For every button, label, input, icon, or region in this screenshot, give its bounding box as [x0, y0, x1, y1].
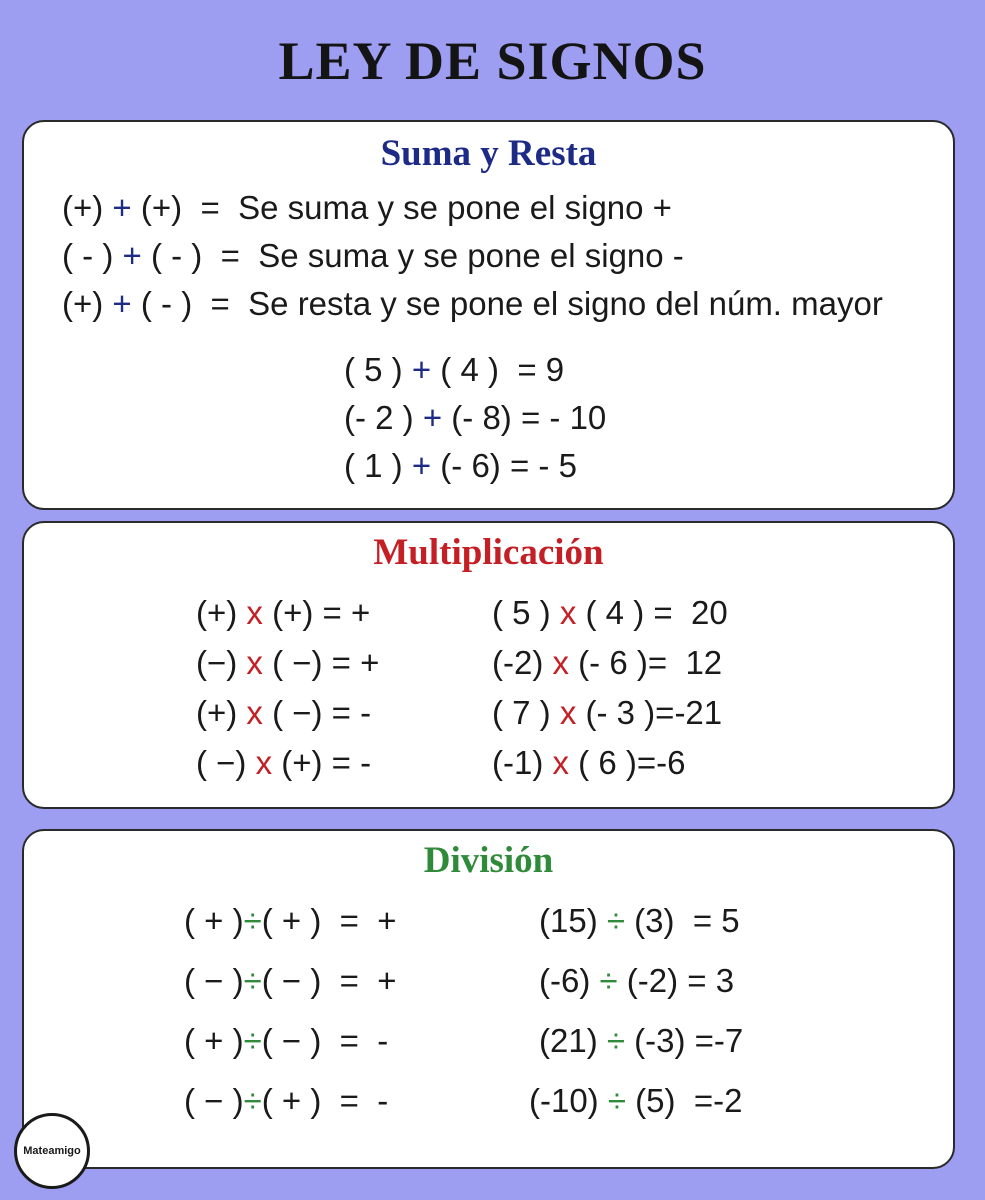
- example-operand-a: (-2): [492, 644, 544, 681]
- mateamigo-logo: Mateamigo: [14, 1113, 90, 1189]
- mult-example-row: [492, 593, 728, 633]
- divide-operator: ÷: [243, 1082, 262, 1119]
- rule-sign-b-result: ( + ) = -: [261, 1082, 389, 1119]
- equals-sign: =: [210, 285, 230, 322]
- rule-sign-a: ( −): [196, 744, 247, 781]
- suma-example-row: [344, 350, 564, 390]
- divide-operator: ÷: [606, 1022, 625, 1059]
- rule-sign-a: (+): [62, 189, 104, 226]
- times-operator: x: [246, 644, 263, 681]
- rule-sign-b-result: ( + ) = +: [261, 902, 397, 939]
- example-operand-b: (- 6): [440, 447, 501, 484]
- rule-sign-a: ( − ): [184, 1082, 244, 1119]
- times-operator: x: [552, 744, 569, 781]
- rule-sign-b: ( - ): [150, 237, 203, 274]
- div-example-row: [529, 1081, 742, 1121]
- example-operand-a: (-1): [492, 744, 544, 781]
- example-operand-a: (21): [539, 1022, 598, 1059]
- plus-operator: +: [422, 399, 443, 436]
- rule-text: Se suma y se pone el signo -: [258, 237, 684, 274]
- multiplicacion-title: Multiplicación: [373, 532, 604, 573]
- equals-sign: =: [220, 237, 240, 274]
- div-example-row: [539, 1021, 743, 1061]
- example-operand-b-result: ( 4 ) = 20: [585, 594, 728, 631]
- example-operand-b-result: (-2) = 3: [626, 962, 735, 999]
- times-operator: x: [559, 694, 577, 731]
- rule-sign-a: ( − ): [184, 962, 244, 999]
- suma-example-row: [344, 446, 577, 486]
- times-operator: x: [552, 644, 569, 681]
- example-operand-a: (15): [539, 902, 598, 939]
- times-operator: x: [255, 744, 273, 781]
- div-rule-row: [184, 1081, 388, 1121]
- example-operand-a: ( 1 ): [344, 447, 403, 484]
- plus-operator: +: [122, 237, 142, 274]
- suma-rule-row: [62, 188, 672, 228]
- example-operand-b-result: ( 6 )=-6: [578, 744, 686, 781]
- rule-sign-a: (−): [196, 644, 238, 681]
- example-result: = - 10: [520, 399, 607, 436]
- mult-example-row: [492, 643, 722, 683]
- example-operand-a: ( 5 ): [492, 594, 551, 631]
- divide-operator: ÷: [606, 902, 625, 939]
- example-operand-a: (-6): [539, 962, 591, 999]
- div-rule-row: [184, 901, 397, 941]
- example-result: = 9: [517, 351, 565, 388]
- example-operand-b-result: (5) =-2: [635, 1082, 743, 1119]
- divide-operator: ÷: [243, 962, 262, 999]
- mult-rule-row: [196, 643, 379, 683]
- division-card: [22, 829, 955, 1169]
- example-operand-b-result: (- 3 )=-21: [585, 694, 723, 731]
- equals-sign: =: [200, 189, 220, 226]
- example-result: = - 5: [509, 447, 577, 484]
- rule-sign-b-result: (+) = +: [272, 594, 371, 631]
- plus-operator: +: [112, 189, 132, 226]
- div-example-row: [539, 901, 740, 941]
- rule-sign-b-result: ( −) = +: [272, 644, 380, 681]
- divide-operator: ÷: [243, 902, 262, 939]
- example-operand-a: ( 7 ): [492, 694, 551, 731]
- rule-sign-b: ( - ): [140, 285, 193, 322]
- plus-operator: +: [411, 351, 432, 388]
- rule-text: Se resta y se pone el signo del núm. mayor: [248, 285, 883, 322]
- rule-sign-b: (+): [140, 189, 183, 226]
- division-title: División: [423, 840, 554, 881]
- div-example-row: [539, 961, 734, 1001]
- times-operator: x: [559, 594, 577, 631]
- times-operator: x: [246, 694, 263, 731]
- plus-operator: +: [411, 447, 432, 484]
- rule-sign-b-result: ( − ) = +: [261, 962, 397, 999]
- rule-sign-a: (+): [196, 594, 238, 631]
- example-operand-a: (-10): [529, 1082, 599, 1119]
- plus-operator: +: [112, 285, 132, 322]
- suma-rule-row: [62, 284, 883, 324]
- rule-sign-a: ( - ): [62, 237, 114, 274]
- multiplicacion-card: [22, 521, 955, 809]
- rule-sign-b-result: ( − ) = -: [261, 1022, 389, 1059]
- example-operand-b-result: (-3) =-7: [634, 1022, 744, 1059]
- rule-sign-b-result: (+) = -: [281, 744, 372, 781]
- mult-example-row: [492, 743, 685, 783]
- suma-example-row: [344, 398, 606, 438]
- suma-resta-card: [22, 120, 955, 510]
- page-title: LEY DE SIGNOS: [278, 31, 707, 91]
- example-operand-b: ( 4 ): [440, 351, 499, 388]
- example-operand-b: (- 8): [451, 399, 512, 436]
- div-rule-row: [184, 961, 397, 1001]
- mult-rule-row: [196, 693, 371, 733]
- example-operand-a: (- 2 ): [344, 399, 414, 436]
- divide-operator: ÷: [243, 1022, 262, 1059]
- divide-operator: ÷: [607, 1082, 626, 1119]
- mult-rule-row: [196, 743, 371, 783]
- mult-rule-row: [196, 593, 370, 633]
- div-rule-row: [184, 1021, 388, 1061]
- mult-example-row: [492, 693, 722, 733]
- suma-resta-title: Suma y Resta: [380, 133, 597, 174]
- rule-sign-b-result: ( −) = -: [272, 694, 372, 731]
- times-operator: x: [246, 594, 263, 631]
- rule-sign-a: (+): [62, 285, 104, 322]
- rule-sign-a: ( + ): [184, 1022, 244, 1059]
- example-operand-b-result: (3) = 5: [634, 902, 740, 939]
- divide-operator: ÷: [599, 962, 618, 999]
- rule-sign-a: (+): [196, 694, 238, 731]
- example-operand-a: ( 5 ): [344, 351, 403, 388]
- example-operand-b-result: (- 6 )= 12: [578, 644, 723, 681]
- rule-text: Se suma y se pone el signo +: [238, 189, 672, 226]
- suma-rule-row: [62, 236, 684, 276]
- rule-sign-a: ( + ): [184, 902, 244, 939]
